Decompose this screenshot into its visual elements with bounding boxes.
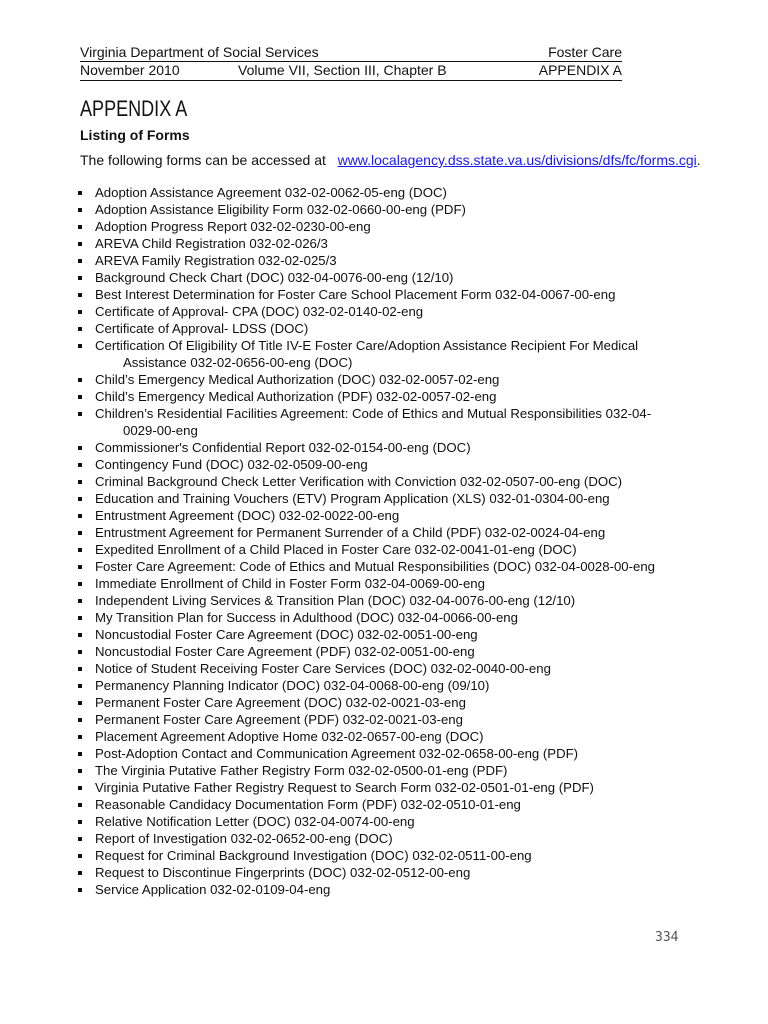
form-title: Noncustodial Foster Care Agreement (PDF) 032-02-0051-00-eng [95, 644, 475, 659]
form-title: Adoption Progress Report 032-02-0230-00-eng [95, 219, 371, 234]
bullet-icon [78, 259, 82, 263]
form-list-item [78, 184, 698, 201]
form-title: Report of Investigation 032-02-0652-00-eng (DOC) [95, 831, 393, 846]
bullet-icon [78, 752, 82, 756]
intro-trail: . [696, 152, 701, 168]
bullet-icon [78, 208, 82, 212]
form-title: Virginia Putative Father Registry Request to Search Form 032-02-0501-01-eng (PDF) [95, 780, 594, 795]
form-title: My Transition Plan for Success in Adulthood (DOC) 032-04-0066-00-eng [95, 610, 518, 625]
form-list-item [78, 405, 698, 439]
bullet-icon [78, 650, 82, 654]
bullet-icon [78, 225, 82, 229]
form-title: Commissioner's Confidential Report 032-02-0154-00-eng (DOC) [95, 440, 471, 455]
form-title: Permanency Planning Indicator (DOC) 032-04-0068-00-eng (09/10) [95, 678, 490, 693]
bullet-icon [78, 565, 82, 569]
form-title: Children’s Residential Facilities Agreement: Code of Ethics and Mutual Responsibilities 032-04- [95, 406, 652, 421]
form-list-item [78, 371, 698, 388]
bullet-icon [78, 242, 82, 246]
form-title: Certificate of Approval- CPA (DOC) 032-02-0140-02-eng [95, 304, 424, 319]
form-list-item [78, 490, 698, 507]
form-list-item [78, 626, 698, 643]
header-program: Foster Care [548, 44, 622, 60]
bullet-icon [78, 480, 82, 484]
forms-link[interactable]: www.localagency.dss.state.va.us/divisions/dfs/fc/forms.cgi [337, 152, 697, 168]
form-list-item [78, 303, 698, 320]
form-title: Background Check Chart (DOC) 032-04-0076-00-eng (12/10) [95, 270, 454, 285]
form-title: Expedited Enrollment of a Child Placed in Foster Care 032-02-0041-01-eng (DOC) [95, 542, 577, 557]
bullet-icon [78, 497, 82, 501]
form-list-item [78, 235, 698, 252]
form-title: Contingency Fund (DOC) 032-02-0509-00-eng [95, 457, 368, 472]
bullet-icon [78, 854, 82, 858]
form-list-item [78, 694, 698, 711]
bullet-icon [78, 548, 82, 552]
form-list-item [78, 541, 698, 558]
bullet-icon [78, 293, 82, 297]
form-list-item [78, 388, 698, 405]
form-list-item [78, 558, 698, 575]
form-list-item [78, 660, 698, 677]
form-title: Adoption Assistance Eligibility Form 032-02-0660-00-eng (PDF) [95, 202, 466, 217]
running-header-top [80, 44, 622, 61]
form-title: Immediate Enrollment of Child in Foster Form 032-04-0069-00-eng [95, 576, 485, 591]
bullet-icon [78, 684, 82, 688]
form-title: Best Interest Determination for Foster Care School Placement Form 032-04-0067-00-eng [95, 287, 616, 302]
form-list-item [78, 847, 698, 864]
bullet-icon [78, 582, 82, 586]
bullet-icon [78, 718, 82, 722]
form-title: Placement Agreement Adoptive Home 032-02-0657-00-eng (DOC) [95, 729, 484, 744]
form-list-item [78, 745, 698, 762]
bullet-icon [78, 803, 82, 807]
header-date: November 2010 [80, 62, 180, 78]
page-title: APPENDIX A [80, 96, 188, 121]
form-list-item [78, 218, 698, 235]
form-list-item [78, 796, 698, 813]
form-title: Child’s Emergency Medical Authorization (DOC) 032-02-0057-02-eng [95, 372, 500, 387]
form-list-item [78, 456, 698, 473]
intro-paragraph [80, 152, 701, 169]
form-list-item [78, 473, 698, 490]
form-list-item [78, 609, 698, 626]
intro-text: The following forms can be accessed at [80, 152, 326, 168]
bullet-icon [78, 310, 82, 314]
form-list-item [78, 762, 698, 779]
form-list-item [78, 201, 698, 218]
form-title: Post-Adoption Contact and Communication Agreement 032-02-0658-00-eng (PDF) [95, 746, 579, 761]
header-rule-bottom [80, 80, 622, 81]
form-title: Relative Notification Letter (DOC) 032-04-0074-00-eng [95, 814, 415, 829]
bullet-icon [78, 888, 82, 892]
bullet-icon [78, 378, 82, 382]
form-title-continued: 0029-00-eng [123, 423, 198, 438]
bullet-icon [78, 871, 82, 875]
bullet-icon [78, 735, 82, 739]
bullet-icon [78, 463, 82, 467]
bullet-icon [78, 276, 82, 280]
form-list-item [78, 711, 698, 728]
form-list-item [78, 252, 698, 269]
form-list-item [78, 286, 698, 303]
bullet-icon [78, 327, 82, 331]
form-list-item [78, 881, 698, 898]
form-list-item [78, 813, 698, 830]
form-title: Criminal Background Check Letter Verification with Conviction 032-02-0507-00-eng (DOC) [95, 474, 623, 489]
bullet-icon [78, 344, 82, 348]
form-title: Child’s Emergency Medical Authorization (PDF) 032-02-0057-02-eng [95, 389, 497, 404]
form-list-item [78, 507, 698, 524]
bullet-icon [78, 514, 82, 518]
form-list-item [78, 643, 698, 660]
bullet-icon [78, 667, 82, 671]
form-title: Noncustodial Foster Care Agreement (DOC) 032-02-0051-00-eng [95, 627, 478, 642]
form-list-item [78, 728, 698, 745]
bullet-icon [78, 191, 82, 195]
form-title: AREVA Child Registration 032-02-026/3 [95, 236, 328, 251]
form-list-item [78, 864, 698, 881]
bullet-icon [78, 837, 82, 841]
form-title: Entrustment Agreement (DOC) 032-02-0022-00-eng [95, 508, 400, 523]
form-list-item [78, 269, 698, 286]
form-list-item [78, 677, 698, 694]
form-title: Service Application 032-02-0109-04-eng [95, 882, 331, 897]
form-list-item [78, 524, 698, 541]
form-title: Certificate of Approval- LDSS (DOC) [95, 321, 309, 336]
form-list-item [78, 320, 698, 337]
form-title: Entrustment Agreement for Permanent Surrender of a Child (PDF) 032-02-0024-04-eng [95, 525, 606, 540]
bullet-icon [78, 769, 82, 773]
form-title: Permanent Foster Care Agreement (DOC) 032-02-0021-03-eng [95, 695, 466, 710]
bullet-icon [78, 412, 82, 416]
form-title: Reasonable Candidacy Documentation Form (PDF) 032-02-0510-01-eng [95, 797, 521, 812]
bullet-icon [78, 786, 82, 790]
header-appendix: APPENDIX A [538, 62, 622, 78]
bullet-icon [78, 395, 82, 399]
page-number: 334 [655, 930, 679, 945]
form-title-continued: Assistance 032-02-0656-00-eng (DOC) [123, 355, 353, 370]
form-list-item [78, 830, 698, 847]
header-agency: Virginia Department of Social Services [80, 44, 319, 60]
form-title: Adoption Assistance Agreement 032-02-0062-05-eng (DOC) [95, 185, 447, 200]
section-subtitle: Listing of Forms [80, 127, 190, 143]
bullet-icon [78, 820, 82, 824]
running-header-bottom [80, 62, 622, 79]
form-title: The Virginia Putative Father Registry Form 032-02-0500-01-eng (PDF) [95, 763, 508, 778]
form-list-item [78, 439, 698, 456]
bullet-icon [78, 633, 82, 637]
bullet-icon [78, 599, 82, 603]
bullet-icon [78, 616, 82, 620]
form-title: AREVA Family Registration 032-02-025/3 [95, 253, 337, 268]
form-title: Education and Training Vouchers (ETV) Program Application (XLS) 032-01-0304-00-eng [95, 491, 610, 506]
forms-list [78, 184, 698, 898]
header-volume: Volume VII, Section III, Chapter B [238, 62, 447, 78]
form-list-item [78, 779, 698, 796]
bullet-icon [78, 531, 82, 535]
bullet-icon [78, 701, 82, 705]
form-title: Foster Care Agreement: Code of Ethics and Mutual Responsibilities (DOC) 032-04-0028-00-eng [95, 559, 656, 574]
form-title: Certification Of Eligibility Of Title IV-E Foster Care/Adoption Assistance Recipient For Medical [95, 338, 639, 353]
form-title: Permanent Foster Care Agreement (PDF) 032-02-0021-03-eng [95, 712, 463, 727]
form-title: Request to Discontinue Fingerprints (DOC) 032-02-0512-00-eng [95, 865, 471, 880]
form-list-item [78, 337, 698, 371]
form-title: Request for Criminal Background Investigation (DOC) 032-02-0511-00-eng [95, 848, 532, 863]
form-title: Notice of Student Receiving Foster Care Services (DOC) 032-02-0040-00-eng [95, 661, 551, 676]
form-list-item [78, 575, 698, 592]
bullet-icon [78, 446, 82, 450]
form-title: Independent Living Services & Transition Plan (DOC) 032-04-0076-00-eng (12/10) [95, 593, 576, 608]
form-list-item [78, 592, 698, 609]
